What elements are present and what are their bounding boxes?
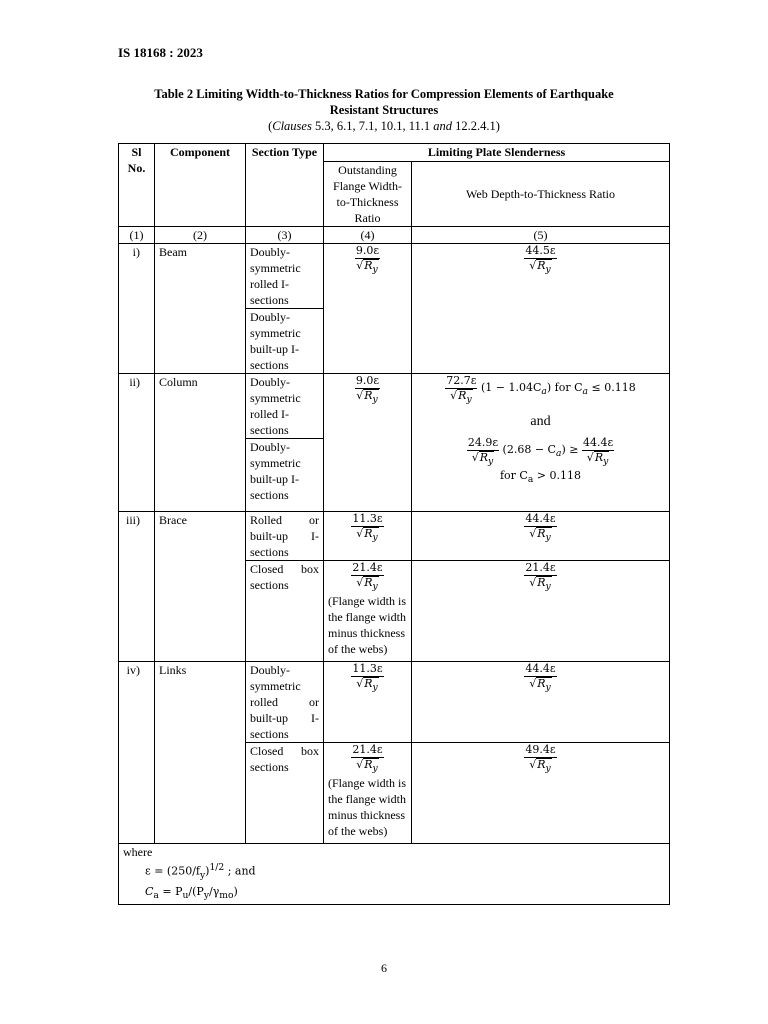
table-row <box>119 662 670 743</box>
slenderness-table <box>118 143 670 905</box>
web-ratio-cell <box>412 512 670 561</box>
header-outstanding-flange: Outstanding Flange Width-to-Thickness Ratio <box>324 162 412 227</box>
flange-ratio-formula: $\frac{21.4\varepsilon}{√R_y}$ <box>352 743 383 775</box>
web-ratio-formula: $\frac{44.4\varepsilon}{√R_y}$ <box>525 662 556 694</box>
flange-ratio-formula: $\frac{9.0\varepsilon}{√R_y}$ <box>355 374 380 406</box>
header-section-type: Section Type <box>246 144 324 227</box>
where-label: where <box>123 845 153 859</box>
web-ratio-formula: $\frac{49.4\varepsilon}{√R_y}$ <box>525 743 556 775</box>
header-sl-no: Sl No. <box>119 144 155 227</box>
web-formula-condition: for $C_a > 0.118$ <box>499 469 582 486</box>
section-type-entry: Rolled or built-up I-sections <box>246 512 324 561</box>
flange-ratio-cell <box>324 662 412 743</box>
col-number: (3) <box>246 227 324 244</box>
web-ratio-cell <box>412 374 670 512</box>
row-component: Beam <box>155 244 246 374</box>
flange-ratio-cell <box>324 374 412 512</box>
row-component: Column <box>155 374 246 512</box>
header-component: Component <box>155 144 246 227</box>
web-ratio-cell <box>412 244 670 374</box>
section-type-entry: Doubly-symmetric rolled I-sections <box>250 375 301 437</box>
section-type-entry: Doubly-symmetric built-up I-sections <box>246 438 323 503</box>
row-section-type <box>246 244 324 374</box>
col-number: (2) <box>155 227 246 244</box>
web-ratio-formula: $\frac{21.4\varepsilon}{√R_y}$ <box>525 561 556 593</box>
section-type-entry: Closed box sections <box>246 561 324 662</box>
page-number: 6 <box>381 961 387 975</box>
col-number: (5) <box>412 227 670 244</box>
flange-ratio-formula: $\frac{11.3\varepsilon}{√R_y}$ <box>352 662 383 694</box>
web-ratio-cell <box>412 743 670 844</box>
section-type-entry: Closed box sections <box>246 743 324 844</box>
and-text: and <box>530 414 551 430</box>
flange-ratio-cell <box>324 561 412 662</box>
table-row <box>119 244 670 374</box>
standard-code: IS 18168 : 2023 <box>118 45 203 60</box>
row-section-type <box>246 374 324 512</box>
flange-note: (Flange width is the flange width minus thickness of the webs) <box>328 594 406 657</box>
web-formula-line-2: $\frac{24.9\varepsilon}{√R_y}$ $(2.68 - C_a)$ ≥ $\frac{44.4\varepsilon}{√R_y}$ <box>467 436 614 468</box>
flange-ratio-formula: $\frac{9.0\varepsilon}{√R_y}$ <box>355 244 380 276</box>
web-ratio-cell <box>412 561 670 662</box>
header-limiting-plate-slenderness: Limiting Plate Slenderness <box>324 144 670 162</box>
row-sl: ii) <box>119 374 155 512</box>
table-title: Table 2 Limiting Width-to-Thickness Ratios for Compression Elements of Earthquake Resistant Structures <box>154 87 614 117</box>
where-cell <box>119 844 670 905</box>
col-number: (4) <box>324 227 412 244</box>
web-ratio-formula: $\frac{44.5\varepsilon}{√R_y}$ <box>525 244 556 276</box>
table-row <box>119 512 670 561</box>
row-sl: iv) <box>119 662 155 844</box>
row-sl: i) <box>119 244 155 374</box>
web-ratio-cell <box>412 662 670 743</box>
flange-ratio-cell <box>324 244 412 374</box>
section-type-entry: Doubly-symmetric rolled I-sections <box>250 245 301 307</box>
flange-ratio-formula: $\frac{21.4\varepsilon}{√R_y}$ <box>352 561 383 593</box>
table-row <box>119 374 670 512</box>
flange-ratio-formula: $\frac{11.3\varepsilon}{√R_y}$ <box>352 512 383 544</box>
web-ratio-formula: $\frac{44.4\varepsilon}{√R_y}$ <box>525 512 556 544</box>
row-sl: iii) <box>119 512 155 662</box>
where-row <box>119 844 670 905</box>
header-web-ratio: Web Depth-to-Thickness Ratio <box>412 162 670 227</box>
web-formula-line-1: $\frac{72.7\varepsilon}{√R_y}$ $(1 - 1.04C_a)$ for $C_a \le 0.118$ <box>446 374 636 406</box>
ca-definition: $C_a = P_u/(P_y/\gamma_{mo})$ <box>145 884 238 902</box>
col-number: (1) <box>119 227 155 244</box>
clause-references: (Clauses 5.3, 6.1, 7.1, 10.1, 11.1 and 12.2.4.1) <box>268 119 500 133</box>
flange-note: (Flange width is the flange width minus thickness of the webs) <box>328 776 406 839</box>
epsilon-definition: $\varepsilon = (250/f_y)^{1/2}$ ; and <box>145 862 256 881</box>
flange-ratio-cell <box>324 512 412 561</box>
row-component: Links <box>155 662 246 844</box>
section-type-entry: Doubly-symmetric built-up I-sections <box>246 308 323 373</box>
section-type-entry: Doubly-symmetric rolled or built-up I-sections <box>246 662 324 743</box>
row-component: Brace <box>155 512 246 662</box>
table-caption <box>130 86 638 134</box>
flange-ratio-cell <box>324 743 412 844</box>
